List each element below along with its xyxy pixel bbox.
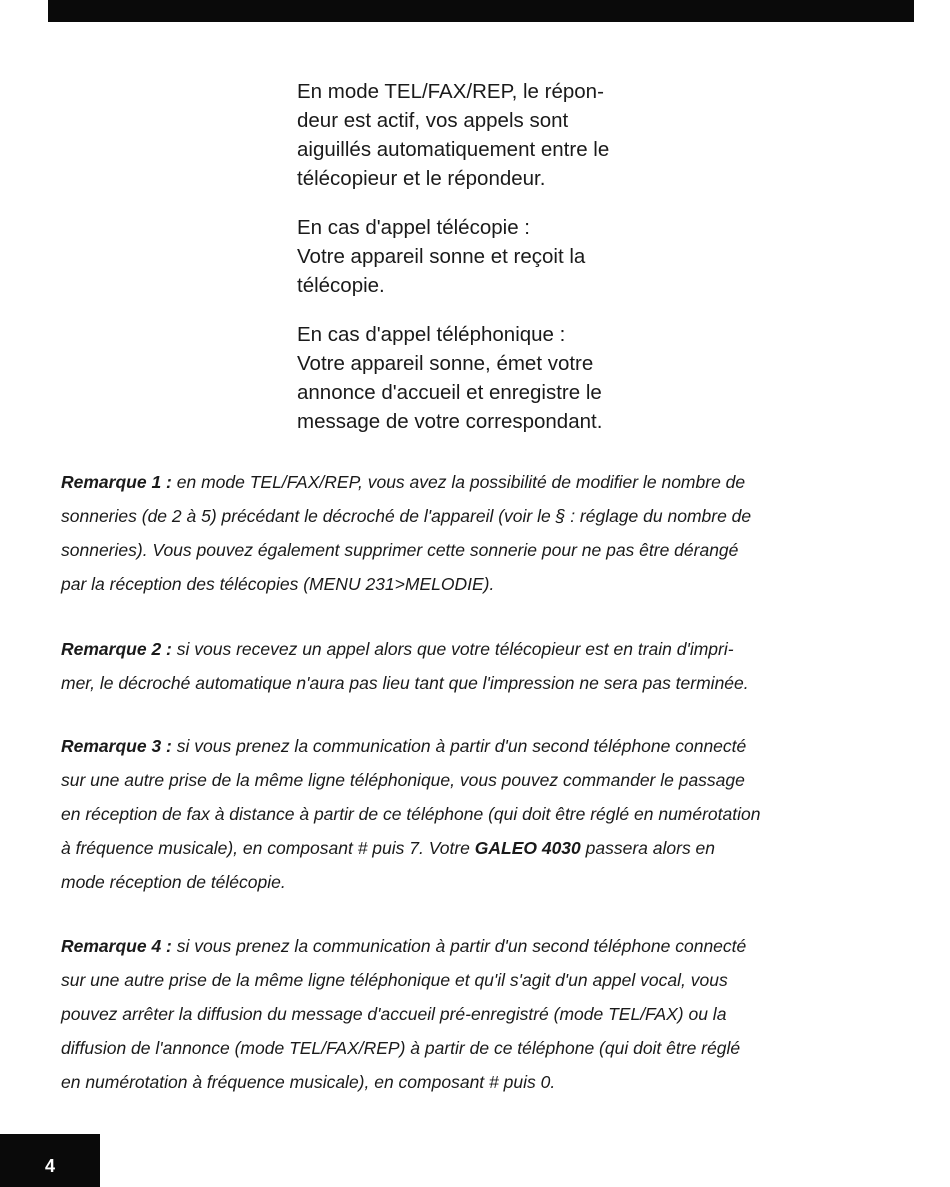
text-line: par la réception des télécopies (MENU 231>MELODIE).: [61, 574, 495, 594]
remark-text: en mode TEL/FAX/REP, vous avez la possibilité de modifier le nombre de: [171, 472, 746, 492]
remark-label: Remarque 4 :: [61, 936, 172, 956]
text-line: diffusion de l'annonce (mode TEL/FAX/REP) à partir de ce téléphone (qui doit être réglé: [61, 1038, 741, 1058]
text-line: sur une autre prise de la même ligne téléphonique, vous pouvez commander le passage: [61, 770, 745, 790]
text-line: aiguillés automatiquement entre le: [297, 138, 610, 161]
text-line: En cas d'appel téléphonique :: [297, 323, 566, 346]
intro-paragraph-3: [297, 320, 717, 436]
remark-4: [61, 929, 921, 1099]
text-line: [61, 831, 921, 865]
remark-label: Remarque 1 :: [61, 472, 172, 492]
intro-paragraph-1: [297, 77, 717, 193]
text-line: annonce d'accueil et enregistre le: [297, 381, 602, 404]
page-number: 4: [44, 1156, 55, 1176]
remark-text: si vous prenez la communication à partir d'un second téléphone connecté: [171, 736, 747, 756]
text-line: mer, le décroché automatique n'aura pas lieu tant que l'impression ne sera pas terminée.: [61, 673, 749, 693]
text-line: En cas d'appel télécopie :: [297, 216, 530, 239]
text-line: En mode TEL/FAX/REP, le répon-: [297, 80, 604, 103]
text-line: en réception de fax à distance à partir de ce téléphone (qui doit être réglé en numérotation: [61, 804, 761, 824]
text-line: télécopieur et le répondeur.: [297, 167, 546, 190]
text-line: sonneries). Vous pouvez également supprimer cette sonnerie pour ne pas être dérangé: [61, 540, 739, 560]
text-line: [61, 632, 921, 666]
intro-text: [297, 77, 717, 456]
text-line: en numérotation à fréquence musicale), en composant # puis 0.: [61, 1072, 556, 1092]
text-line: [61, 729, 921, 763]
remark-3: [61, 729, 921, 899]
remark-2: [61, 632, 921, 700]
remark-text: si vous prenez la communication à partir d'un second téléphone connecté: [171, 936, 747, 956]
text-line: message de votre correspondant.: [297, 410, 603, 433]
remark-text: passera alors en: [580, 838, 716, 858]
remark-1: [61, 465, 921, 601]
remark-text: à fréquence musicale), en composant # puis 7. Votre: [61, 838, 475, 858]
text-line: Votre appareil sonne, émet votre: [297, 352, 594, 375]
text-line: sur une autre prise de la même ligne téléphonique et qu'il s'agit d'un appel vocal, vous: [61, 970, 728, 990]
text-line: télécopie.: [297, 274, 385, 297]
text-line: sonneries (de 2 à 5) précédant le décroché de l'appareil (voir le § : réglage du nombre de: [61, 506, 752, 526]
text-line: Votre appareil sonne et reçoit la: [297, 245, 586, 268]
remark-label: Remarque 3 :: [61, 736, 172, 756]
product-name: GALEO 4030: [474, 838, 581, 858]
text-line: deur est actif, vos appels sont: [297, 109, 569, 132]
intro-paragraph-2: [297, 213, 717, 300]
text-line: pouvez arrêter la diffusion du message d'accueil pré-enregistré (mode TEL/FAX) ou la: [61, 1004, 727, 1024]
remark-text: si vous recevez un appel alors que votre télécopieur est en train d'impri-: [171, 639, 734, 659]
remark-label: Remarque 2 :: [61, 639, 172, 659]
header-bar: [48, 0, 914, 22]
text-line: [61, 929, 921, 963]
text-line: mode réception de télécopie.: [61, 872, 286, 892]
text-line: [61, 465, 921, 499]
